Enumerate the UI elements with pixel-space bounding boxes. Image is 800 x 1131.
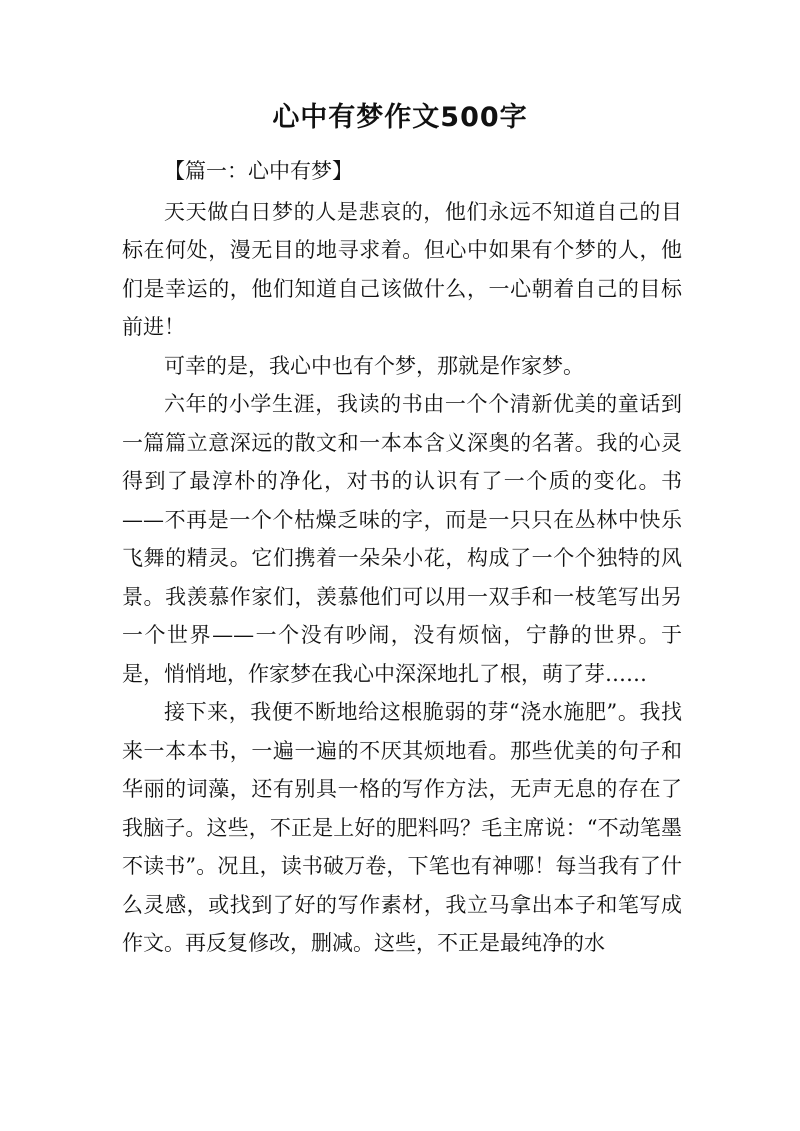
paragraph: 接下来，我便不断地给这根脆弱的芽“浇水施肥”。我找来一本本书，一遍一遍的不厌其烦地看。那些优美的句子和华丽的词藻，还有别具一格的写作方法，无声无息的存在了我脑子。这些，不正是上好的肥料吗？毛主席说：“不动笔墨不读书”。况且，读书破万卷，下笔也有神哪！每当我有了什么灵感，或找到了好的写作素材，我立马拿出本子和笔写成作文。再反复修改，删减。这些，不正是最纯净的水 (122, 700, 682, 955)
document-body (122, 152, 682, 963)
paragraph: 可幸的是，我心中也有个梦，那就是作家梦。 (164, 353, 584, 378)
paragraph: 六年的小学生涯，我读的书由一个个清新优美的童话到一篇篇立意深远的散文和一本本含义深奥的名著。我的心灵得到了最淳朴的净化，对书的认识有了一个质的变化。书——不再是一个个枯燥乏味的字，而是一只只在丛林中快乐飞舞的精灵。它们携着一朵朵小花，构成了一个个独特的风景。我羡慕作家们，羡慕他们可以用一双手和一枝笔写出另一个世界——一个没有吵闹，没有烦恼，宁静的世界。于是，悄悄地，作家梦在我心中深深地扎了根，萌了芽…… (122, 392, 682, 686)
document-title: 心中有梦作文500字 (272, 102, 528, 133)
paragraph: 天天做白日梦的人是悲哀的，他们永远不知道自己的目标在何处，漫无目的地寻求着。但心中如果有个梦的人，他们是幸运的，他们知道自己该做什么，一心朝着自己的目标前进！ (122, 199, 682, 339)
section-heading: 【篇一：心中有梦】 (164, 159, 353, 183)
